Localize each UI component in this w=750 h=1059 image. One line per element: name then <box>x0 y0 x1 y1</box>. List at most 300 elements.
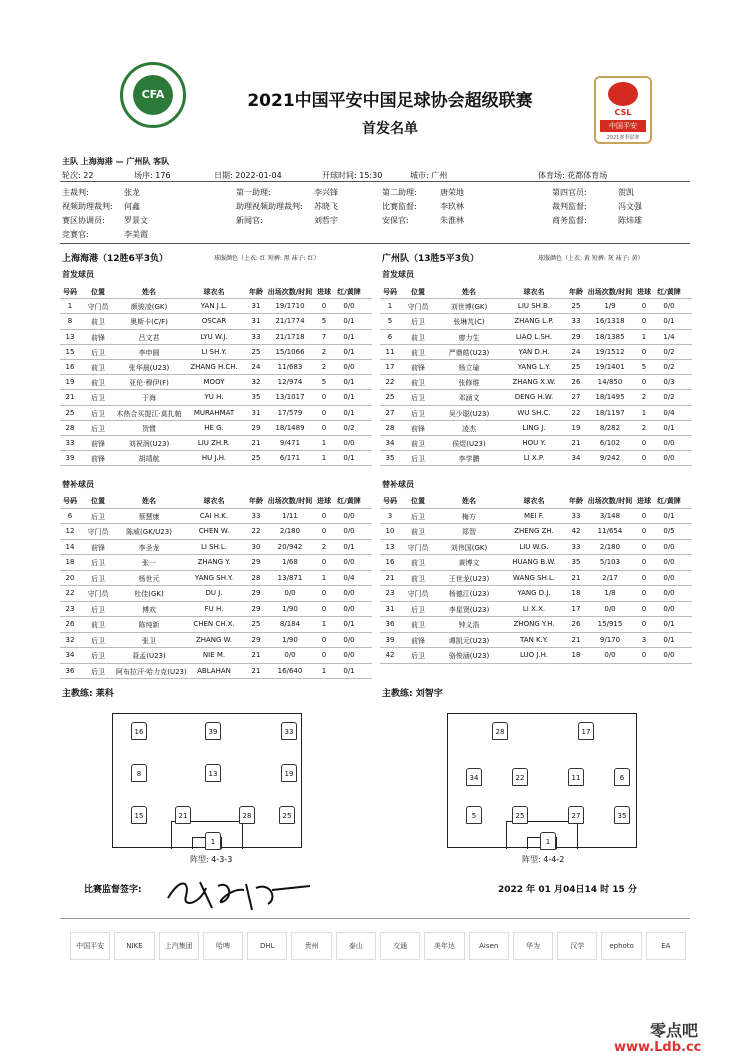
table-row <box>60 390 372 405</box>
table-cell: 9/170 <box>599 635 621 644</box>
table-cell: 31 <box>251 317 261 326</box>
table-cell: 1/68 <box>282 558 298 566</box>
table-cell: 后卫 <box>91 512 105 521</box>
column-header: 球衣名 <box>523 288 545 296</box>
table-cell: NIE M. <box>202 651 226 659</box>
column-header: 姓名 <box>462 497 476 505</box>
jersey-icon <box>172 806 194 826</box>
table-cell: 杨立瑜 <box>458 364 480 372</box>
sponsor-logo: 美年达 <box>424 932 464 960</box>
sponsor-logo: 贵州 <box>291 932 331 960</box>
table-cell: 1 <box>321 439 327 447</box>
table-cell: 21 <box>251 666 261 675</box>
table-cell: 后卫 <box>411 652 425 660</box>
table-cell: 23 <box>65 604 75 613</box>
jersey-number: 16 <box>131 722 147 740</box>
column-header: 姓名 <box>142 288 156 296</box>
table-cell: 7 <box>321 332 327 341</box>
table-cell: 郑智 <box>462 528 476 536</box>
table-cell: 0/0 <box>284 589 296 597</box>
table-cell: 21 <box>571 573 581 582</box>
table-cell: 13/871 <box>277 573 303 582</box>
table-cell: 11/683 <box>277 363 303 371</box>
jersey-icon <box>128 806 150 826</box>
table-row <box>60 524 372 539</box>
table-cell: 前卫 <box>411 440 425 448</box>
official-role: 第二助理: <box>382 188 417 197</box>
table-cell: 22 <box>571 408 581 417</box>
table-cell: 2 <box>641 423 647 432</box>
table-cell: 29 <box>251 635 261 644</box>
jersey-number: 15 <box>131 806 147 824</box>
table-cell: 前卫 <box>411 621 425 629</box>
table-cell: FU H. <box>204 604 224 613</box>
table-cell: 12/974 <box>277 378 303 387</box>
table-cell: 吴少聪(U23) <box>448 409 490 418</box>
home-coach: 主教练: 莱科 <box>62 689 114 699</box>
table-cell: 21 <box>65 393 75 402</box>
row-separator <box>380 663 692 664</box>
official-role: 赛区协调员: <box>62 216 105 225</box>
column-header: 球衣名 <box>523 497 545 505</box>
table-cell: 15/1066 <box>275 347 305 356</box>
official-role: 视频助理裁判: <box>62 202 113 211</box>
jersey-icon <box>278 722 300 742</box>
table-cell: 0 <box>641 558 647 566</box>
table-cell: 后卫 <box>91 574 105 583</box>
home-starters-label: 首发球员 <box>62 270 94 279</box>
table-cell: 0/1 <box>343 332 355 341</box>
table-cell: 29 <box>571 332 581 341</box>
column-header: 进球 <box>637 288 651 296</box>
table-cell: 0/1 <box>343 620 355 628</box>
table-cell: 1 <box>67 302 73 311</box>
city: 城市: 广州 <box>410 171 448 180</box>
table-cell: 25 <box>251 347 261 356</box>
table-cell: 0 <box>641 302 647 311</box>
table-cell: 后卫 <box>91 394 105 403</box>
table-cell: 李申圆 <box>138 348 160 357</box>
table-cell: 前锋 <box>411 636 425 645</box>
jersey-number: 21 <box>175 806 191 824</box>
table-cell: LI SH.L. <box>200 542 228 551</box>
table-cell: 0/0 <box>343 439 355 447</box>
table-cell: LI X.X. <box>522 604 546 613</box>
table-cell: 19/1512 <box>595 347 625 356</box>
jersey-icon <box>489 722 511 742</box>
row-separator <box>60 678 372 679</box>
table-row <box>380 571 692 586</box>
table-cell: 0 <box>321 511 327 520</box>
jersey-number: 25 <box>279 806 295 824</box>
jersey-number: 1 <box>205 832 221 850</box>
table-row <box>380 540 692 555</box>
table-cell: 17 <box>385 363 395 371</box>
table-row <box>380 451 692 466</box>
watermark-brand: 零点吧 <box>650 1021 699 1040</box>
table-row <box>60 436 372 451</box>
table-cell: 26 <box>65 620 75 628</box>
table-row <box>380 345 692 360</box>
document-subtitle: 首发名单 <box>362 121 418 137</box>
table-cell: 0 <box>641 651 647 659</box>
official-name: 朱淮林 <box>440 216 464 225</box>
table-cell: 前锋 <box>411 424 425 433</box>
signature-label: 比赛监督签字: <box>84 885 142 895</box>
table-cell: 李星贤(U23) <box>448 605 490 614</box>
table-cell: 后卫 <box>411 512 425 521</box>
jersey-icon <box>537 832 559 852</box>
jersey-number: 28 <box>492 722 508 740</box>
table-cell: 0/1 <box>343 317 355 326</box>
stadium: 体育场: 花都体育场 <box>538 171 608 180</box>
table-cell: 32 <box>251 378 261 387</box>
jersey-icon <box>611 806 633 826</box>
referee-signature <box>160 868 320 918</box>
jersey-icon <box>463 768 485 788</box>
table-cell: 18/1495 <box>595 393 625 402</box>
table-cell: 1 <box>641 408 647 417</box>
jersey-number: 13 <box>205 764 221 782</box>
table-cell: 0/2 <box>343 423 355 432</box>
jersey-icon <box>509 806 531 826</box>
table-cell: 2 <box>641 393 647 402</box>
table-cell: 5 <box>641 363 647 371</box>
table-cell: LI X.P. <box>523 454 545 463</box>
table-cell: 阿布拉汗·哈力克(U23) <box>116 667 187 676</box>
table-cell: 0/1 <box>663 620 675 628</box>
jersey-icon <box>278 764 300 784</box>
table-row <box>380 509 692 524</box>
table-cell: 3 <box>387 511 393 520</box>
table-cell: 0/2 <box>663 393 675 402</box>
away-subs-table <box>380 493 692 663</box>
table-row <box>380 390 692 405</box>
table-cell: 13/1017 <box>275 393 305 402</box>
table-cell: 28 <box>65 423 75 432</box>
table-cell: 0/0 <box>343 589 355 597</box>
table-cell: 0 <box>641 589 647 597</box>
table-cell: 2/180 <box>599 542 621 551</box>
table-cell: 27 <box>385 408 395 417</box>
table-cell: YAN J.L. <box>200 302 228 311</box>
official-role: 安保官: <box>382 216 409 225</box>
jersey-number: 11 <box>568 768 584 786</box>
column-header: 位置 <box>91 288 105 296</box>
table-row <box>60 617 372 632</box>
table-cell: 18/1385 <box>595 332 625 341</box>
table-cell: 0/1 <box>343 393 355 402</box>
table-row <box>380 360 692 375</box>
table-row <box>60 330 372 345</box>
table-cell: HE G. <box>204 423 224 432</box>
table-cell: 35 <box>385 454 395 463</box>
jersey-icon <box>202 832 224 852</box>
table-cell: DENG H.W. <box>514 393 554 402</box>
table-cell: 2 <box>321 363 327 371</box>
jersey-icon <box>276 806 298 826</box>
table-cell: 28 <box>251 573 261 582</box>
column-header: 位置 <box>411 497 425 505</box>
teams-line: 主队 上海海港 — 广州队 客队 <box>62 157 170 166</box>
table-row <box>380 330 692 345</box>
table-cell: 0/1 <box>343 347 355 356</box>
table-cell: 10 <box>385 527 395 535</box>
table-cell: LIU SH.B. <box>517 302 551 311</box>
official-name: 刘哲宇 <box>314 216 338 225</box>
table-cell: 前卫 <box>411 379 425 388</box>
table-cell: 0 <box>641 620 647 628</box>
table-cell: 0 <box>321 527 327 535</box>
table-cell: 28 <box>385 423 395 432</box>
table-cell: 16 <box>385 558 395 566</box>
jersey-icon <box>575 722 597 742</box>
table-cell: 33 <box>251 511 261 520</box>
table-cell: 21 <box>571 439 581 447</box>
table-cell: 0/1 <box>663 511 675 520</box>
table-cell: 39 <box>385 635 395 644</box>
table-cell: 杨世元 <box>138 574 160 583</box>
table-cell: ZHANG X.W. <box>512 378 556 387</box>
table-cell: 36 <box>385 620 395 628</box>
table-cell: 0 <box>641 511 647 520</box>
round: 轮次: 22 <box>62 171 94 180</box>
column-header: 位置 <box>411 288 425 296</box>
table-row <box>60 602 372 617</box>
column-header: 号码 <box>383 497 397 505</box>
jersey-icon <box>463 806 485 826</box>
sponsor-logo: 交通 <box>380 932 420 960</box>
table-cell: 邓涵文 <box>458 394 480 403</box>
table-cell: 1 <box>321 666 327 675</box>
table-cell: 0/0 <box>663 454 675 463</box>
table-cell: 19 <box>571 423 581 432</box>
table-cell: 张修维 <box>458 379 480 388</box>
table-cell: 9/471 <box>279 439 301 447</box>
table-cell: 廖力生 <box>458 333 480 342</box>
table-cell: 张华晨(U23) <box>128 364 170 372</box>
table-cell: 0/2 <box>663 347 675 356</box>
table-cell: 22 <box>65 589 75 597</box>
table-cell: 15/915 <box>597 620 623 628</box>
table-cell: 李圣龙 <box>138 543 160 552</box>
jersey-number: 19 <box>281 764 297 782</box>
table-row <box>60 633 372 648</box>
table-cell: 8/184 <box>279 620 301 628</box>
table-cell: 21/1718 <box>275 332 305 341</box>
table-row <box>380 406 692 421</box>
table-cell: 6/102 <box>599 439 621 447</box>
jersey-number: 28 <box>239 806 255 824</box>
jersey-icon <box>128 722 150 742</box>
table-cell: 0 <box>321 558 327 566</box>
table-cell: 0/0 <box>604 604 616 613</box>
column-header: 进球 <box>317 497 331 505</box>
table-cell: 27 <box>571 393 581 402</box>
table-cell: 0/5 <box>663 527 675 535</box>
table-cell: 35 <box>571 558 581 566</box>
table-row <box>60 451 372 466</box>
table-cell: 0/1 <box>343 378 355 387</box>
table-cell: 18/1197 <box>595 408 625 417</box>
row-separator <box>60 465 372 466</box>
table-cell: 后卫 <box>91 348 105 357</box>
table-cell: 25 <box>251 454 261 463</box>
table-cell: 15 <box>65 347 75 356</box>
table-cell: MURAHMAT <box>193 408 235 417</box>
table-cell: 8/282 <box>599 423 621 432</box>
column-header: 出场次数/时间 <box>267 497 313 505</box>
column-header: 号码 <box>63 288 77 296</box>
home-starters-table <box>60 284 372 468</box>
table-cell: 后卫 <box>91 605 105 614</box>
table-cell: 0/0 <box>343 511 355 520</box>
official-name: 冯文强 <box>618 202 642 211</box>
table-cell: 14 <box>65 542 75 551</box>
column-header: 出场次数/时间 <box>267 288 313 296</box>
official-name: 罗景文 <box>124 216 148 225</box>
table-cell: 3 <box>641 635 647 644</box>
official-role: 第一助理: <box>236 188 271 197</box>
sponsor-logo: EA <box>646 932 686 960</box>
table-cell: 刘伟国(GK) <box>450 543 488 552</box>
table-cell: 29 <box>251 604 261 613</box>
table-cell: 18 <box>571 651 581 659</box>
sponsor-logo: 上汽集团 <box>159 932 199 960</box>
official-role: 新闻官: <box>236 216 263 225</box>
table-cell: 0 <box>321 604 327 613</box>
table-cell: 8 <box>67 317 73 326</box>
table-cell: ABLAHAN <box>197 666 231 675</box>
away-team-name: 广州队（13胜5平3负） <box>382 254 480 264</box>
table-cell: 严鼎皓(U23) <box>448 348 490 357</box>
table-cell: 2 <box>321 347 327 356</box>
table-cell: ZHONG Y.H. <box>513 620 555 628</box>
table-cell: 0/1 <box>663 317 675 326</box>
jersey-number: 17 <box>578 722 594 740</box>
jersey-icon <box>202 722 224 742</box>
table-cell: 0 <box>641 439 647 447</box>
table-cell: 后卫 <box>91 559 105 567</box>
table-cell: WANG SH.L. <box>512 573 556 582</box>
table-cell: CHEN W. <box>198 527 230 535</box>
column-header: 球衣名 <box>203 497 225 505</box>
table-cell: YAN D.H. <box>518 347 550 356</box>
jersey-icon <box>509 768 531 788</box>
table-cell: 0 <box>641 527 647 535</box>
table-cell: 0 <box>321 423 327 432</box>
table-cell: 后卫 <box>91 652 105 660</box>
table-cell: 26 <box>571 620 581 628</box>
table-cell: MEI F. <box>524 511 544 520</box>
table-row <box>60 586 372 601</box>
table-cell: 23 <box>385 589 395 597</box>
table-cell: HOU Y. <box>522 439 546 447</box>
table-cell: HU J.H. <box>201 454 227 463</box>
table-cell: 33 <box>65 439 75 447</box>
table-cell: 33 <box>571 542 581 551</box>
official-name: 贺凯 <box>618 188 634 197</box>
table-cell: 34 <box>571 454 581 463</box>
table-row <box>380 524 692 539</box>
table-cell: 29 <box>251 423 261 432</box>
column-header: 红/黄牌 <box>657 497 681 505</box>
column-header: 出场次数/时间 <box>587 497 633 505</box>
table-cell: 1/90 <box>282 604 298 613</box>
jersey-number: 8 <box>131 764 147 782</box>
table-cell: 0/0 <box>284 651 296 659</box>
table-cell: 1 <box>641 332 647 341</box>
official-role: 第四官员: <box>552 188 587 197</box>
table-cell: LIU ZH.R. <box>197 439 231 447</box>
table-cell: 后卫 <box>411 605 425 614</box>
table-cell: 6 <box>387 332 393 341</box>
table-cell: 后卫 <box>91 409 105 418</box>
table-cell: CHEN CH.X. <box>193 620 235 628</box>
table-cell: 于海 <box>142 394 156 403</box>
table-cell: 0/0 <box>343 604 355 613</box>
table-cell: 杨德江(U23) <box>448 590 490 598</box>
table-cell: 29 <box>251 589 261 597</box>
table-cell: 42 <box>385 651 395 659</box>
away-subs-label: 替补球员 <box>382 480 414 489</box>
table-cell: 木热合买提江·莫扎帕 <box>116 409 182 418</box>
table-cell: 5 <box>387 317 393 326</box>
table-row <box>60 648 372 663</box>
column-header: 姓名 <box>462 288 476 296</box>
column-header: 年龄 <box>569 288 583 296</box>
table-cell: 0/0 <box>663 651 675 659</box>
table-cell: 11/654 <box>597 527 623 535</box>
table-cell: 1/90 <box>282 635 298 644</box>
table-cell: 21 <box>251 651 261 659</box>
official-name: 唐荣地 <box>440 188 464 197</box>
table-cell: 0/1 <box>663 635 675 644</box>
jersey-number: 39 <box>205 722 221 740</box>
column-header: 年龄 <box>249 288 263 296</box>
table-cell: 刘世博(GK) <box>450 303 488 312</box>
official-name: 李美霞 <box>124 230 148 239</box>
table-cell: 25 <box>571 302 581 311</box>
table-cell: 0/0 <box>343 363 355 371</box>
table-cell: 6 <box>67 511 73 520</box>
table-cell: 22 <box>385 378 395 387</box>
table-row <box>60 421 372 436</box>
table-cell: 0/1 <box>343 542 355 551</box>
table-header <box>380 284 692 299</box>
table-cell: 前卫 <box>411 559 425 567</box>
table-cell: 0/0 <box>343 651 355 659</box>
jersey-number: 35 <box>614 806 630 824</box>
table-cell: 0 <box>641 604 647 613</box>
away-starters-table <box>380 284 692 468</box>
divider <box>60 181 690 182</box>
table-cell: 25 <box>385 393 395 402</box>
table-cell: 后卫 <box>411 394 425 403</box>
table-cell: 20 <box>65 573 75 582</box>
table-cell: 2 <box>321 542 327 551</box>
table-cell: 0/0 <box>663 589 675 597</box>
table-cell: 16/640 <box>277 666 303 675</box>
jersey-icon <box>565 806 587 826</box>
column-header: 红/黄牌 <box>337 497 361 505</box>
table-header <box>380 493 692 508</box>
jersey-icon <box>611 768 633 788</box>
table-cell: 0/0 <box>343 558 355 566</box>
table-cell: 25 <box>571 363 581 371</box>
table-cell: 前锋 <box>91 455 105 464</box>
match-date: 日期: 2022-01-04 <box>214 171 282 180</box>
